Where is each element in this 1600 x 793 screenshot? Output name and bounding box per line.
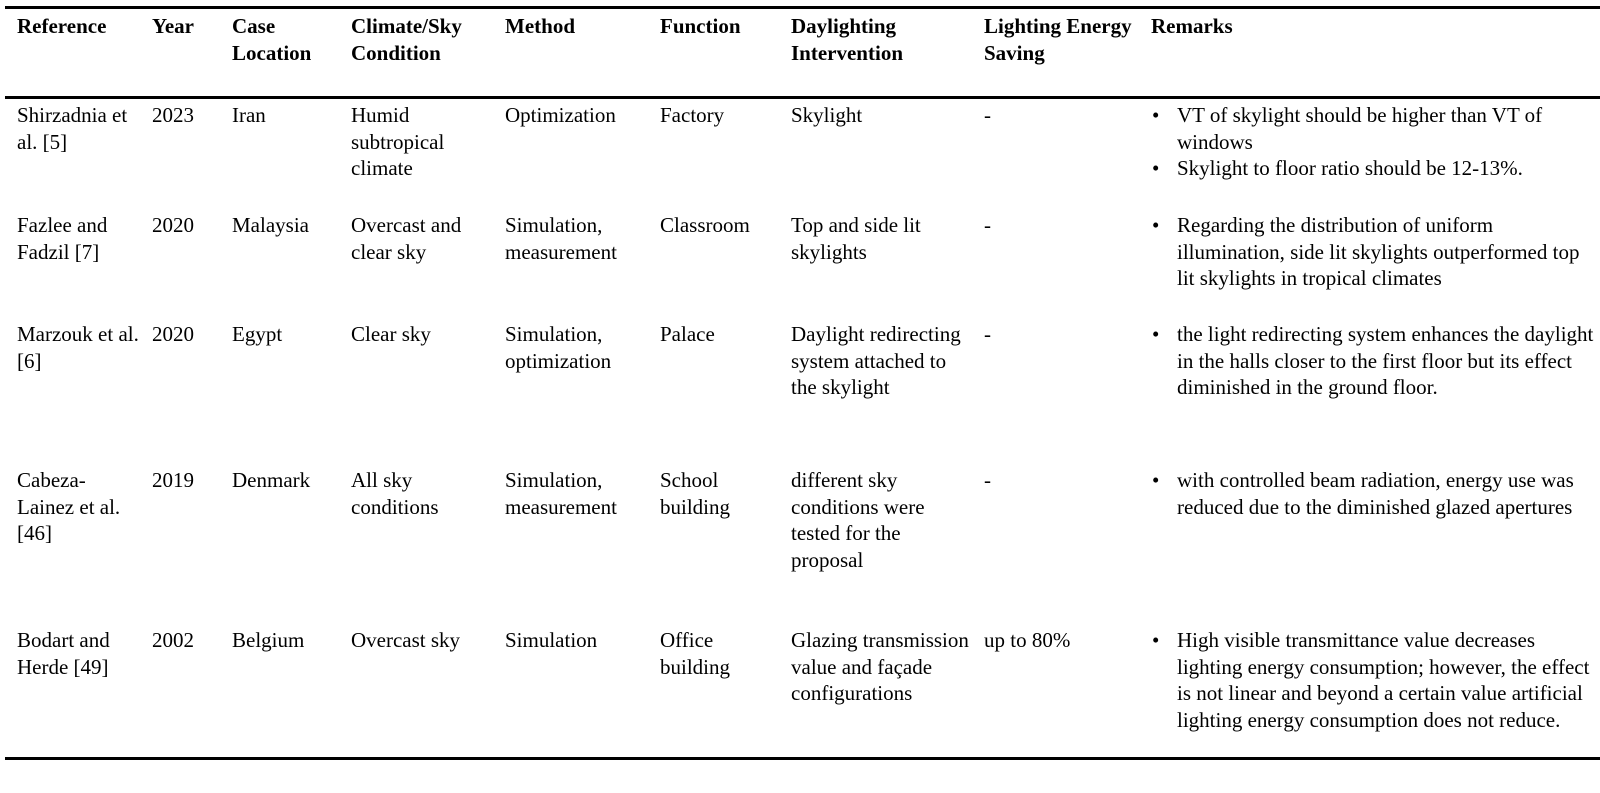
cell-reference: Shirzadnia et al. [5] — [17, 103, 128, 154]
cell-intervention: Top and side lit skylights — [791, 213, 921, 264]
cell-method: Simulation — [505, 628, 598, 652]
header-year: Year — [152, 14, 194, 38]
cell-climate: Humid subtropical climate — [351, 103, 445, 180]
cell-reference: Bodart and Herde [49] — [17, 628, 110, 679]
cell-remarks — [1139, 624, 1600, 757]
remarks-list — [1151, 102, 1600, 182]
cell-saving: up to 80% — [984, 628, 1071, 652]
cell-year: 2023 — [152, 103, 194, 127]
cell-year: 2020 — [152, 322, 194, 346]
cell-location: Egypt — [232, 322, 283, 346]
cell-location: Malaysia — [232, 213, 309, 237]
remark-item: • Skylight to floor ratio should be 12-13%. — [1151, 155, 1600, 182]
cell-intervention: Daylight redirecting system attached to the skylight — [791, 322, 961, 399]
cell-climate: Clear sky — [351, 322, 431, 346]
cell-reference: Fazlee and Fadzil [7] — [17, 213, 108, 264]
remarks-list — [1151, 321, 1600, 401]
cell-remarks — [1139, 318, 1600, 464]
header-row — [5, 9, 1600, 96]
remark-item: • with controlled beam radiation, energy use was reduced due to the diminished glazed apertures — [1151, 467, 1600, 520]
table-row — [5, 99, 1600, 209]
literature-table-container — [5, 6, 1600, 760]
cell-intervention: Skylight — [791, 103, 863, 127]
cell-location: Denmark — [232, 468, 311, 492]
cell-climate: All sky conditions — [351, 468, 439, 519]
header-lighting-energy-saving: Lighting Energy Saving — [984, 14, 1132, 65]
cell-saving: - — [984, 468, 991, 492]
table-row — [5, 318, 1600, 464]
cell-year: 2002 — [152, 628, 194, 652]
cell-function: Palace — [660, 322, 715, 346]
cell-location: Belgium — [232, 628, 305, 652]
remark-item: • Regarding the distribution of uniform illumination, side lit skylights outperformed top lit skylights in tropical climates — [1151, 212, 1600, 292]
table-row — [5, 209, 1600, 318]
cell-intervention: Glazing transmission value and façade configurations — [791, 628, 969, 705]
cell-function: Factory — [660, 103, 725, 127]
header-climate-sky-condition: Climate/Sky Condition — [351, 14, 462, 65]
cell-method: Simulation, measurement — [505, 468, 617, 519]
bottom-rule — [5, 757, 1600, 760]
literature-table — [5, 9, 1600, 757]
header-remarks: Remarks — [1151, 14, 1233, 38]
cell-location: Iran — [232, 103, 266, 127]
remark-item: • High visible transmittance value decreases lighting energy consumption; however, the effect is not linear and beyond a certain value artificial lighting energy consumption does not reduce. — [1151, 627, 1600, 733]
remarks-list — [1151, 212, 1600, 292]
cell-function: Office building — [660, 628, 731, 679]
cell-year: 2019 — [152, 468, 194, 492]
remarks-list — [1151, 627, 1600, 733]
header-method: Method — [505, 14, 575, 38]
cell-saving: - — [984, 103, 991, 127]
cell-climate: Overcast sky — [351, 628, 461, 652]
remark-item: • VT of skylight should be higher than VT of windows — [1151, 102, 1600, 155]
header-reference: Reference — [17, 14, 107, 38]
cell-method: Simulation, measurement — [505, 213, 617, 264]
cell-function: Classroom — [660, 213, 750, 237]
cell-method: Optimization — [505, 103, 616, 127]
header-daylighting-intervention: Daylighting Intervention — [791, 14, 903, 65]
cell-year: 2020 — [152, 213, 194, 237]
cell-remarks — [1139, 209, 1600, 318]
header-function: Function — [660, 14, 741, 38]
cell-remarks — [1139, 99, 1600, 209]
remark-item: • the light redirecting system enhances the daylight in the halls closer to the first floor but its effect diminished in the ground floor. — [1151, 321, 1600, 401]
cell-remarks — [1139, 464, 1600, 624]
cell-saving: - — [984, 322, 991, 346]
remarks-list — [1151, 467, 1600, 520]
table-row — [5, 464, 1600, 624]
cell-method: Simulation, optimization — [505, 322, 612, 373]
table-row — [5, 624, 1600, 757]
header-case-location: Case Location — [232, 14, 312, 65]
cell-intervention: different sky conditions were tested for the proposal — [791, 468, 925, 572]
cell-saving: - — [984, 213, 991, 237]
cell-reference: Marzouk et al. [6] — [17, 322, 139, 373]
cell-climate: Overcast and clear sky — [351, 213, 462, 264]
cell-function: School building — [660, 468, 731, 519]
cell-reference: Cabeza-Lainez et al. [46] — [17, 468, 121, 545]
